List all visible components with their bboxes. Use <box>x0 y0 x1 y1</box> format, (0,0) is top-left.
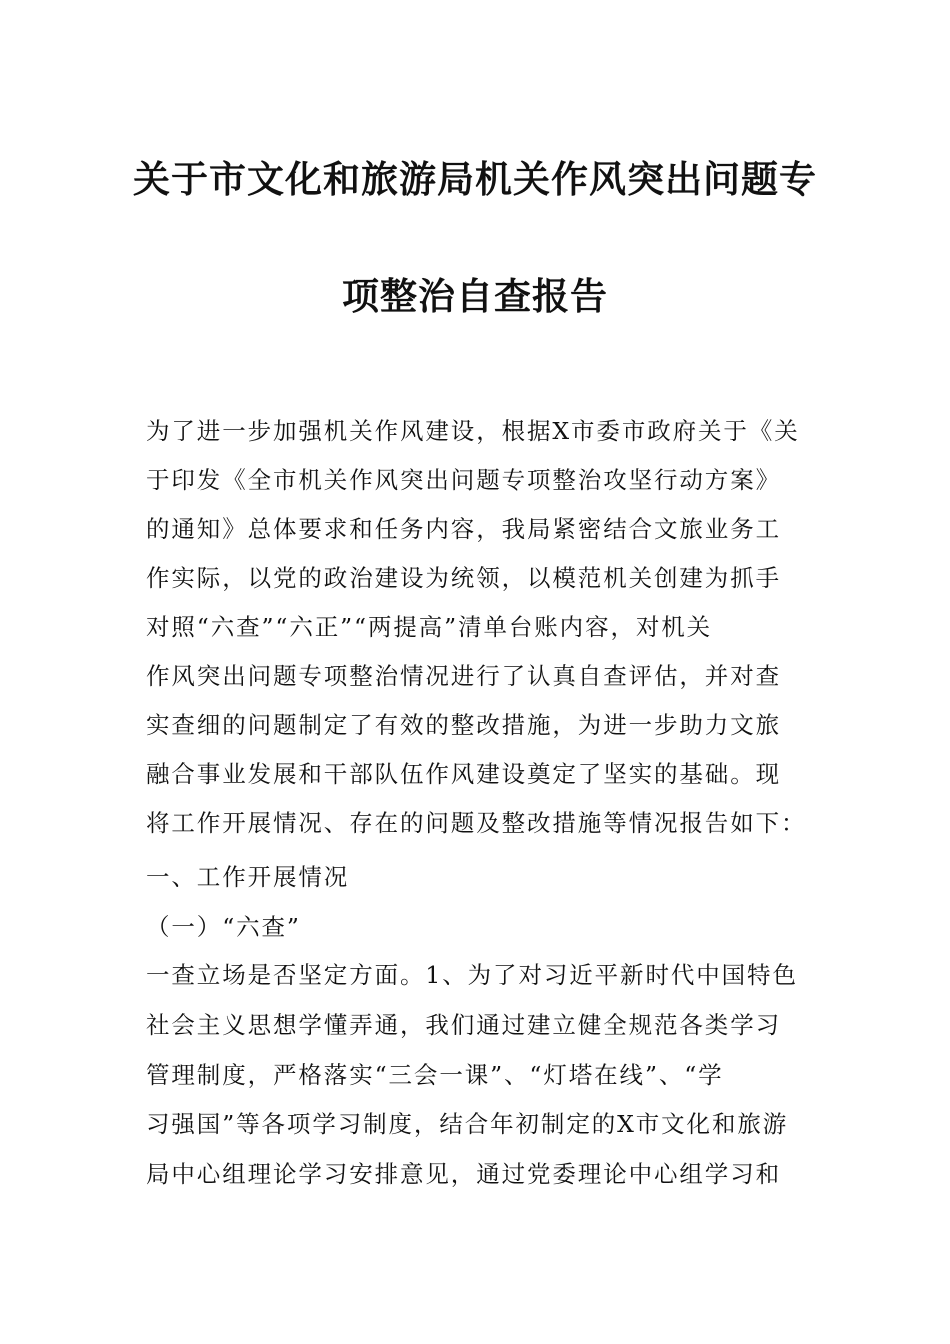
body-line-13: 社会主义思想学懂弄通，我们通过建立健全规范各类学习 <box>146 1011 781 1039</box>
body-line-9: 将工作开展情况、存在的问题及整改措施等情况报告如下： <box>146 809 807 837</box>
body-line-16: 局中心组理论学习安排意见，通过党委理论中心组学习和 <box>146 1160 781 1188</box>
body-line-1: 为了进一步加强机关作风建设，根据X市委市政府关于《关 <box>146 417 800 445</box>
body-line-4: 作实际，以党的政治建设为统领，以模范机关创建为抓手 <box>146 564 781 592</box>
body-line-12: 一查立场是否坚定方面。1、为了对习近平新时代中国特色 <box>146 961 798 989</box>
body-line-14: 管理制度，严格落实“三会一课”、“灯塔在线”、“学 <box>146 1061 724 1089</box>
body-line-6: 作风突出问题专项整治情况进行了认真自查评估，并对查 <box>146 662 781 690</box>
body-line-7: 实查细的问题制定了有效的整改措施，为进一步助力文旅 <box>146 711 781 739</box>
body-line-2: 于印发《全市机关作风突出问题专项整治攻坚行动方案》 <box>146 466 781 494</box>
body-line-3: 的通知》总体要求和任务内容，我局紧密结合文旅业务工 <box>146 515 781 543</box>
body-line-8: 融合事业发展和干部队伍作风建设奠定了坚实的基础。现 <box>146 760 781 788</box>
body-line-5: 对照“六查”“六正”“两提高”清单台账内容，对机关 <box>146 613 713 641</box>
body-line-15: 习强国”等各项学习制度，结合年初制定的X市文化和旅游 <box>146 1110 789 1138</box>
document-title-line-2: 项整治自查报告 <box>342 275 608 318</box>
document-title-line-1: 关于市文化和旅游局机关作风突出问题专 <box>133 158 817 201</box>
subsection-heading-1: （一）“六查” <box>146 913 301 941</box>
section-heading-1: 一、工作开展情况 <box>146 863 350 891</box>
